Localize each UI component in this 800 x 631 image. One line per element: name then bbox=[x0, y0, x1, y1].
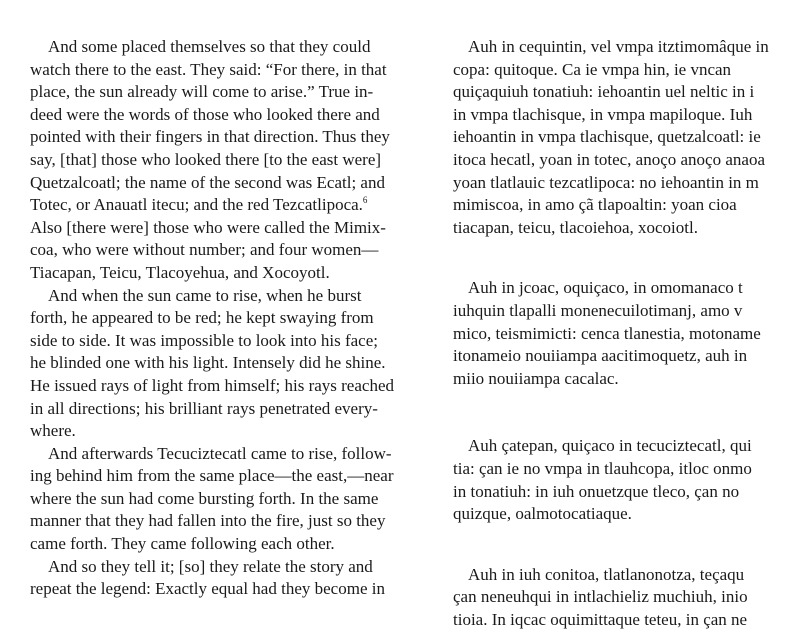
text-line: in all directions; his brilliant rays penetrated every- bbox=[30, 398, 378, 418]
text-line: tioia. In iqcac oquimittaque teteu, in çan ne bbox=[453, 609, 748, 629]
text-line: forth, he appeared to be red; he kept swaying from bbox=[30, 308, 374, 328]
text-line: Quetzalcoatl; the name of the second was Ecatl; and bbox=[30, 172, 385, 192]
text-line: in tonatiuh: in iuh onuetzque tleco, çan no bbox=[453, 481, 740, 501]
text-line: yoan tlatlauic tezcatlipoca: no iehoantin in m bbox=[453, 172, 759, 192]
text-line-with-footnote bbox=[30, 194, 440, 217]
text-line: itoca hecatl, yoan in totec, anoço anoço anaoa bbox=[453, 149, 765, 169]
text-line: itonameio nouiiampa aacitimoquetz, auh in bbox=[453, 346, 748, 366]
nahuatl-paragraph-2 bbox=[453, 277, 800, 390]
text-line: he blinded one with his light. Intensely did he shine. bbox=[30, 353, 386, 373]
text-line: mico, teismimicti: cenca tlanestia, motoname bbox=[453, 323, 761, 343]
text-line: Auh in cequintin, vel vmpa itztimomâque in bbox=[468, 37, 769, 56]
text-line: tia: çan ie no vmpa in tlauhcopa, itloc onmo bbox=[453, 458, 752, 478]
text-line: iuhquin tlapalli monenecuilotimanj, amo v bbox=[453, 300, 743, 320]
text-line: çan neneuhqui in intlachieliz muchiuh, inio bbox=[453, 587, 748, 607]
text-line: pointed with their fingers in that direction. Thus they bbox=[30, 127, 390, 147]
text-line: iehoantin in vmpa tlachisque, quetzalcoatl: ie bbox=[453, 127, 761, 147]
text-line: quizque, oalmotocatiaque. bbox=[453, 504, 632, 524]
nahuatl-paragraph-3 bbox=[453, 435, 800, 525]
text-line: manner that they had fallen into the fire, just so they bbox=[30, 511, 386, 531]
footnote-mark: 6 bbox=[362, 195, 368, 206]
text-line: in vmpa tlachisque, in vmpa mapiloque. Iuh bbox=[453, 104, 753, 124]
text-line: And afterwards Tecuciztecatl came to rise, follow- bbox=[48, 443, 392, 463]
text-line: And some placed themselves so that they could bbox=[48, 37, 371, 56]
text-line: And so they tell it; [so] they relate the story and bbox=[48, 556, 373, 576]
text-line: And when the sun came to rise, when he burst bbox=[48, 285, 362, 305]
text-line: miio nouiiampa cacalac. bbox=[453, 368, 619, 388]
nahuatl-column bbox=[453, 36, 800, 631]
text-line: Tiacapan, Teicu, Tlacoyehua, and Xocoyotl. bbox=[30, 262, 330, 282]
text-line: came forth. They came following each other. bbox=[30, 534, 335, 554]
text-line: where. bbox=[30, 421, 76, 441]
text-line: say, [that] those who looked there [to the east were] bbox=[30, 149, 382, 169]
text-line: copa: quitoque. Ca ie vmpa hin, ie vncan bbox=[453, 59, 732, 79]
nahuatl-paragraph-4 bbox=[453, 564, 800, 631]
text-line: ing behind him from the same place—the east,—near bbox=[30, 466, 394, 486]
text-line: mimiscoa, in amo çã tlapoaltin: yoan cioa bbox=[453, 195, 737, 215]
text-line: deed were the words of those who looked there and bbox=[30, 104, 380, 124]
text-line: side to side. It was impossible to look into his face; bbox=[30, 330, 378, 350]
text-line: He issued rays of light from himself; his rays reached bbox=[30, 375, 394, 395]
text-line: Also [there were] those who were called the Mimix- bbox=[30, 217, 386, 237]
text-line: place, the sun already will come to arise.” True in- bbox=[30, 82, 374, 102]
text-line: Auh çatepan, quiçaco in tecuciztecatl, qui bbox=[468, 436, 752, 456]
text-line: Totec, or Anauatl itecu; and the red Tezcatlipoca. bbox=[30, 195, 363, 215]
nahuatl-paragraph-1 bbox=[453, 36, 800, 239]
text-line: Auh in jcoac, oquiçaco, in omomanaco t bbox=[468, 278, 743, 298]
text-line: tiacapan, teicu, tlacoiehoa, xocoiotl. bbox=[453, 217, 698, 237]
text-line: coa, who were without number; and four women— bbox=[30, 240, 379, 260]
text-line: repeat the legend: Exactly equal had they become in bbox=[30, 579, 385, 599]
text-line: watch there to the east. They said: “For there, in that bbox=[30, 59, 387, 79]
text-line: Auh in iuh conitoa, tlatlanonotza, teçaqu bbox=[468, 564, 745, 584]
english-column bbox=[30, 36, 440, 601]
text-line: quiçaquiuh tonatiuh: iehoantin uel neltic in i bbox=[453, 82, 755, 102]
text-line: where the sun had come bursting forth. In the same bbox=[30, 488, 379, 508]
